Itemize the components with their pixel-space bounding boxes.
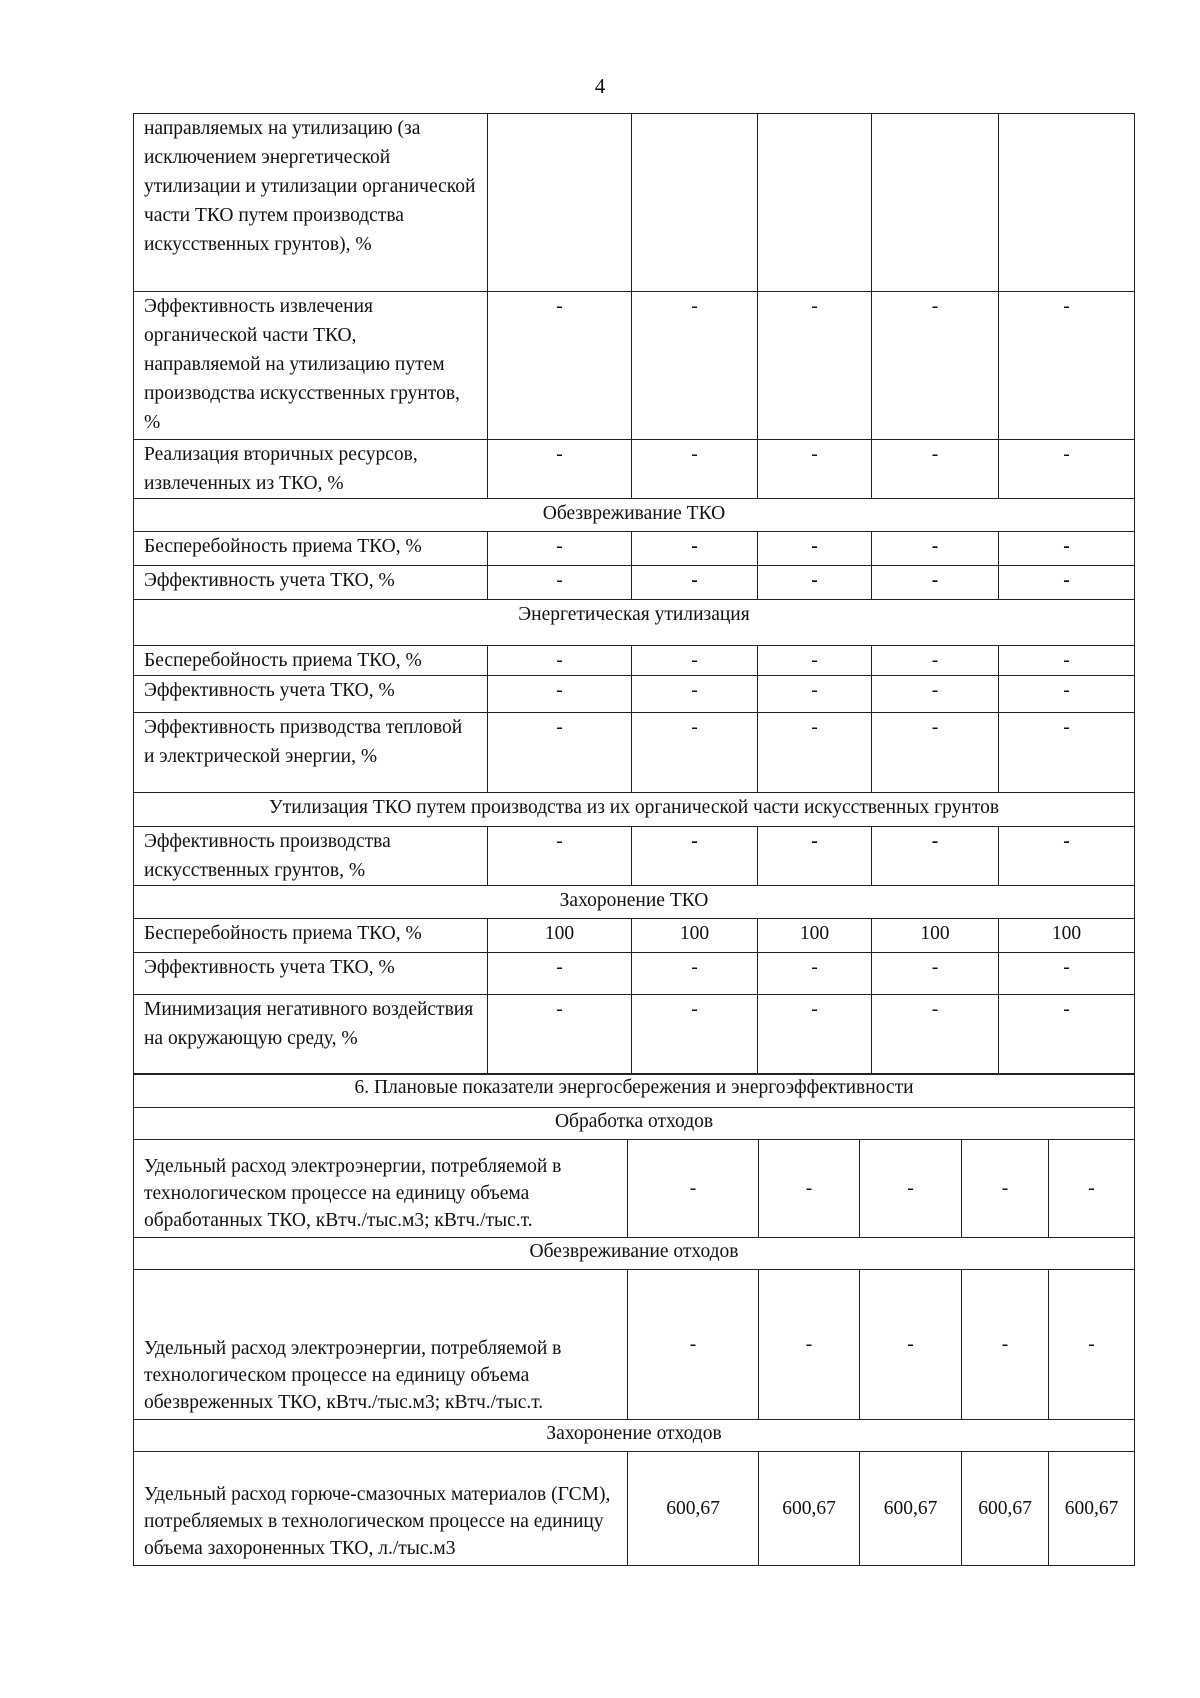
indicator-value: - xyxy=(999,676,1135,713)
indicator-value: - xyxy=(488,440,632,499)
indicator-label: Удельный расход горюче-смазочных материалов (ГСМ), потребляемых в технологическом процессе на единицу объема захороненных ТКО, л./тыс.м3 xyxy=(134,1452,628,1566)
indicator-value: 100 xyxy=(999,919,1135,953)
indicator-value: - xyxy=(632,827,758,886)
indicator-value xyxy=(999,114,1135,292)
indicator-value: - xyxy=(628,1140,759,1238)
indicator-value: - xyxy=(872,676,999,713)
indicator-value: - xyxy=(872,646,999,676)
indicator-value: - xyxy=(999,440,1135,499)
indicator-value: - xyxy=(632,440,758,499)
indicator-label: Бесперебойность приема ТКО, % xyxy=(134,646,488,676)
indicator-value xyxy=(488,114,632,292)
indicator-value: 100 xyxy=(758,919,872,953)
indicator-value: - xyxy=(872,953,999,995)
table-row xyxy=(134,646,1135,676)
indicator-value: 100 xyxy=(488,919,632,953)
indicator-value: - xyxy=(758,532,872,566)
indicator-value: - xyxy=(632,532,758,566)
table-row xyxy=(134,532,1135,566)
section-heading: 6. Плановые показатели энергосбережения и энергоэффективности xyxy=(134,1074,1135,1108)
page-number: 4 xyxy=(594,74,606,98)
indicator-value: - xyxy=(999,713,1135,793)
section-heading: Обезвреживание ТКО xyxy=(134,499,1135,532)
indicator-label: Эффективность производства искусственных грунтов, % xyxy=(134,827,488,886)
indicator-value: - xyxy=(999,292,1135,440)
indicator-value: - xyxy=(488,995,632,1075)
indicator-value: - xyxy=(759,1140,860,1238)
indicator-value: - xyxy=(632,566,758,600)
indicator-value: - xyxy=(758,827,872,886)
table-row xyxy=(134,1270,1135,1420)
section-heading: Энергетическая утилизация xyxy=(134,600,1135,646)
table-row xyxy=(134,995,1135,1075)
indicator-value: - xyxy=(632,676,758,713)
indicator-value: - xyxy=(1049,1140,1135,1238)
indicator-value: - xyxy=(488,676,632,713)
indicator-value: - xyxy=(632,292,758,440)
table-row xyxy=(134,1140,1135,1238)
indicator-value: - xyxy=(999,953,1135,995)
section-row xyxy=(134,1420,1135,1452)
indicator-value: - xyxy=(488,953,632,995)
section-row xyxy=(134,1238,1135,1270)
indicator-value: - xyxy=(872,713,999,793)
indicator-value: - xyxy=(962,1140,1049,1238)
indicator-value: 600,67 xyxy=(860,1452,962,1566)
indicator-value: - xyxy=(488,532,632,566)
indicator-value: - xyxy=(999,827,1135,886)
table-row xyxy=(134,713,1135,793)
performance-indicators-table xyxy=(133,113,1135,1075)
indicator-label: Эффективность извлечения органической части ТКО, направляемой на утилизацию путем производства искусственных грунтов, % xyxy=(134,292,488,440)
indicator-value: - xyxy=(860,1140,962,1238)
energy-efficiency-table xyxy=(133,1073,1135,1566)
indicator-label: Удельный расход электроэнергии, потребляемой в технологическом процессе на единицу объема обработанных ТКО, кВтч./тыс.м3; кВтч./тыс.т. xyxy=(134,1140,628,1238)
table-row xyxy=(134,440,1135,499)
indicator-value: - xyxy=(759,1270,860,1420)
indicator-value: - xyxy=(872,292,999,440)
indicator-value: - xyxy=(758,292,872,440)
indicator-value: - xyxy=(488,646,632,676)
indicator-value: - xyxy=(632,953,758,995)
indicator-value xyxy=(872,114,999,292)
table-row xyxy=(134,292,1135,440)
indicator-value: - xyxy=(758,646,872,676)
indicator-value: - xyxy=(999,995,1135,1075)
section-row xyxy=(134,1074,1135,1108)
indicator-value: 600,67 xyxy=(1049,1452,1135,1566)
section-heading: Захоронение ТКО xyxy=(134,886,1135,919)
indicator-value: - xyxy=(488,827,632,886)
indicator-value: - xyxy=(632,646,758,676)
indicator-label: Эффективность призводства тепловой и электрической энергии, % xyxy=(134,713,488,793)
indicator-label: Бесперебойность приема ТКО, % xyxy=(134,532,488,566)
section-row xyxy=(134,886,1135,919)
indicator-value: - xyxy=(488,713,632,793)
indicator-value: - xyxy=(488,292,632,440)
indicator-value: - xyxy=(872,566,999,600)
indicator-value: - xyxy=(872,440,999,499)
indicator-value: - xyxy=(860,1270,962,1420)
indicator-value: - xyxy=(872,827,999,886)
indicator-value: - xyxy=(628,1270,759,1420)
indicator-value: 600,67 xyxy=(628,1452,759,1566)
indicator-value: 600,67 xyxy=(759,1452,860,1566)
section-heading: Обезвреживание отходов xyxy=(134,1238,1135,1270)
indicator-value: - xyxy=(632,995,758,1075)
indicator-label: Реализация вторичных ресурсов, извлеченных из ТКО, % xyxy=(134,440,488,499)
indicator-value: - xyxy=(962,1270,1049,1420)
indicator-value: - xyxy=(758,713,872,793)
indicator-value xyxy=(758,114,872,292)
table-row xyxy=(134,827,1135,886)
indicator-value: - xyxy=(758,953,872,995)
indicator-value: - xyxy=(488,566,632,600)
table-row xyxy=(134,566,1135,600)
section-row xyxy=(134,600,1135,646)
indicator-value: 600,67 xyxy=(962,1452,1049,1566)
indicator-value: - xyxy=(999,566,1135,600)
indicator-value: - xyxy=(999,646,1135,676)
table-row xyxy=(134,676,1135,713)
indicator-label: Минимизация негативного воздействия на окружающую среду, % xyxy=(134,995,488,1075)
indicator-label: Эффективность учета ТКО, % xyxy=(134,676,488,713)
indicator-label: Эффективность учета ТКО, % xyxy=(134,566,488,600)
section-row xyxy=(134,793,1135,827)
indicator-value: - xyxy=(999,532,1135,566)
section-heading: Утилизация ТКО путем производства из их органической части искусственных грунтов xyxy=(134,793,1135,827)
indicator-value: - xyxy=(872,995,999,1075)
table-row xyxy=(134,114,1135,292)
indicator-value: - xyxy=(1049,1270,1135,1420)
indicator-value: - xyxy=(872,532,999,566)
indicator-value: - xyxy=(758,566,872,600)
section-heading: Обработка отходов xyxy=(134,1108,1135,1140)
indicator-label: направляемых на утилизацию (за исключением энергетической утилизации и утилизации органической части ТКО путем производства искусственных грунтов), % xyxy=(134,114,488,292)
indicator-value: - xyxy=(758,995,872,1075)
indicator-label: Удельный расход электроэнергии, потребляемой в технологическом процессе на единицу объема обезвреженных ТКО, кВтч./тыс.м3; кВтч./тыс.т. xyxy=(134,1270,628,1420)
indicator-value: - xyxy=(758,440,872,499)
indicator-label: Эффективность учета ТКО, % xyxy=(134,953,488,995)
indicator-value: 100 xyxy=(872,919,999,953)
indicator-value: - xyxy=(758,676,872,713)
indicator-label: Бесперебойность приема ТКО, % xyxy=(134,919,488,953)
table-row xyxy=(134,919,1135,953)
indicator-value xyxy=(632,114,758,292)
indicator-value: - xyxy=(632,713,758,793)
table-row xyxy=(134,953,1135,995)
table-row xyxy=(134,1452,1135,1566)
indicator-value: 100 xyxy=(632,919,758,953)
section-row xyxy=(134,1108,1135,1140)
section-row xyxy=(134,499,1135,532)
section-heading: Захоронение отходов xyxy=(134,1420,1135,1452)
